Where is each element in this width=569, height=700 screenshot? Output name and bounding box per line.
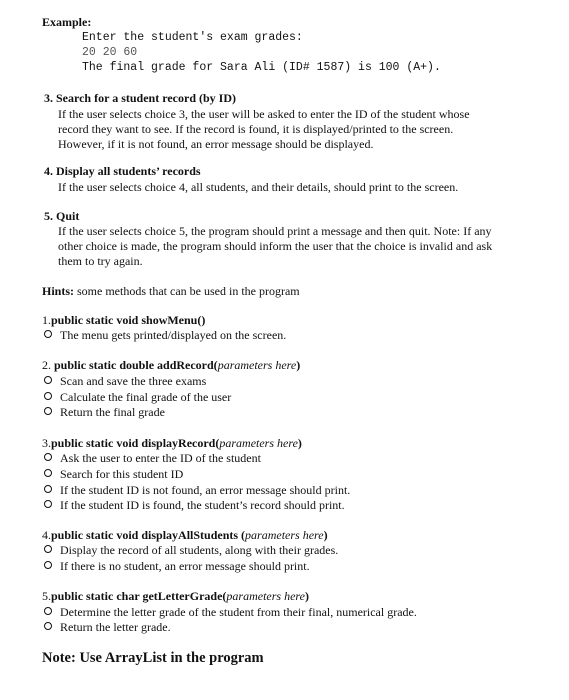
bullet-icon (44, 607, 52, 615)
method-1-bullet-1: The menu gets printed/displayed on the screen. (44, 328, 286, 342)
method-5-bullet-2: Return the letter grade. (44, 620, 171, 634)
section-5-title: 5. Quit (44, 209, 80, 223)
example-prompt: Enter the student's exam grades: (82, 31, 303, 44)
bullet-icon (44, 453, 52, 461)
section-5-line-1: If the user selects choice 5, the program should print a message and then quit. Note: If any (58, 224, 492, 238)
example-input: 20 20 60 (82, 46, 138, 59)
section-3-line-1: If the user selects choice 3, the user will be asked to enter the ID of the student whose (58, 107, 470, 121)
method-4-bullet-2: If there is no student, an error message should print. (44, 559, 310, 573)
section-3-line-3: However, if it is not found, an error message should be displayed. (58, 137, 374, 151)
note: Note: Use ArrayList in the program (42, 650, 264, 666)
section-3-line-2: record they want to see. If the record is found, it is displayed/printed to the screen. (58, 122, 454, 136)
hints-label: Hints: (42, 284, 75, 298)
method-3-bullet-4: If the student ID is found, the student’s record should print. (44, 498, 345, 512)
method-3-bullet-3: If the student ID is not found, an error message should print. (44, 483, 350, 497)
section-4-line: If the user selects choice 4, all students, and their details, should print to the screen. (58, 180, 459, 194)
method-4-heading: 4.public static void displayAllStudents (parameters here) (42, 528, 328, 542)
method-1-heading: 1.public static void showMenu() (42, 313, 206, 327)
method-2-heading: 2. public static double addRecord(parameters here) (42, 358, 301, 372)
example-output: The final grade for Sara Ali (ID# 1587) is 100 (A+). (82, 61, 441, 74)
method-5-heading: 5.public static char getLetterGrade(parameters here) (42, 589, 309, 603)
section-5-line-2: other choice is made, the program should inform the user that the choice is invalid and ask (58, 239, 493, 253)
bullet-icon (44, 500, 52, 508)
section-3-title: 3. Search for a student record (by ID) (44, 91, 236, 105)
bullet-icon (44, 469, 52, 477)
bullet-icon (44, 330, 52, 338)
bullet-icon (44, 545, 52, 553)
method-2-bullet-3: Return the final grade (44, 405, 165, 419)
hints-line (42, 284, 300, 298)
bullet-icon (44, 485, 52, 493)
section-5-line-3: them to try again. (58, 254, 143, 268)
bullet-icon (44, 407, 52, 415)
method-2-bullet-1: Scan and save the three exams (44, 374, 206, 388)
method-2-bullet-2: Calculate the final grade of the user (44, 390, 231, 404)
section-4-title: 4. Display all students’ records (44, 164, 201, 178)
bullet-icon (44, 561, 52, 569)
method-5-bullet-1: Determine the letter grade of the student from their final, numerical grade. (44, 605, 417, 619)
hints-text: some methods that can be used in the program (74, 284, 300, 298)
example-label: Example: (42, 15, 92, 29)
method-3-bullet-1: Ask the user to enter the ID of the student (44, 451, 261, 465)
method-4-bullet-1: Display the record of all students, along with their grades. (44, 543, 338, 557)
bullet-icon (44, 622, 52, 630)
method-3-bullet-2: Search for this student ID (44, 467, 183, 481)
bullet-icon (44, 392, 52, 400)
bullet-icon (44, 376, 52, 384)
method-3-heading: 3.public static void displayRecord(parameters here) (42, 436, 302, 450)
